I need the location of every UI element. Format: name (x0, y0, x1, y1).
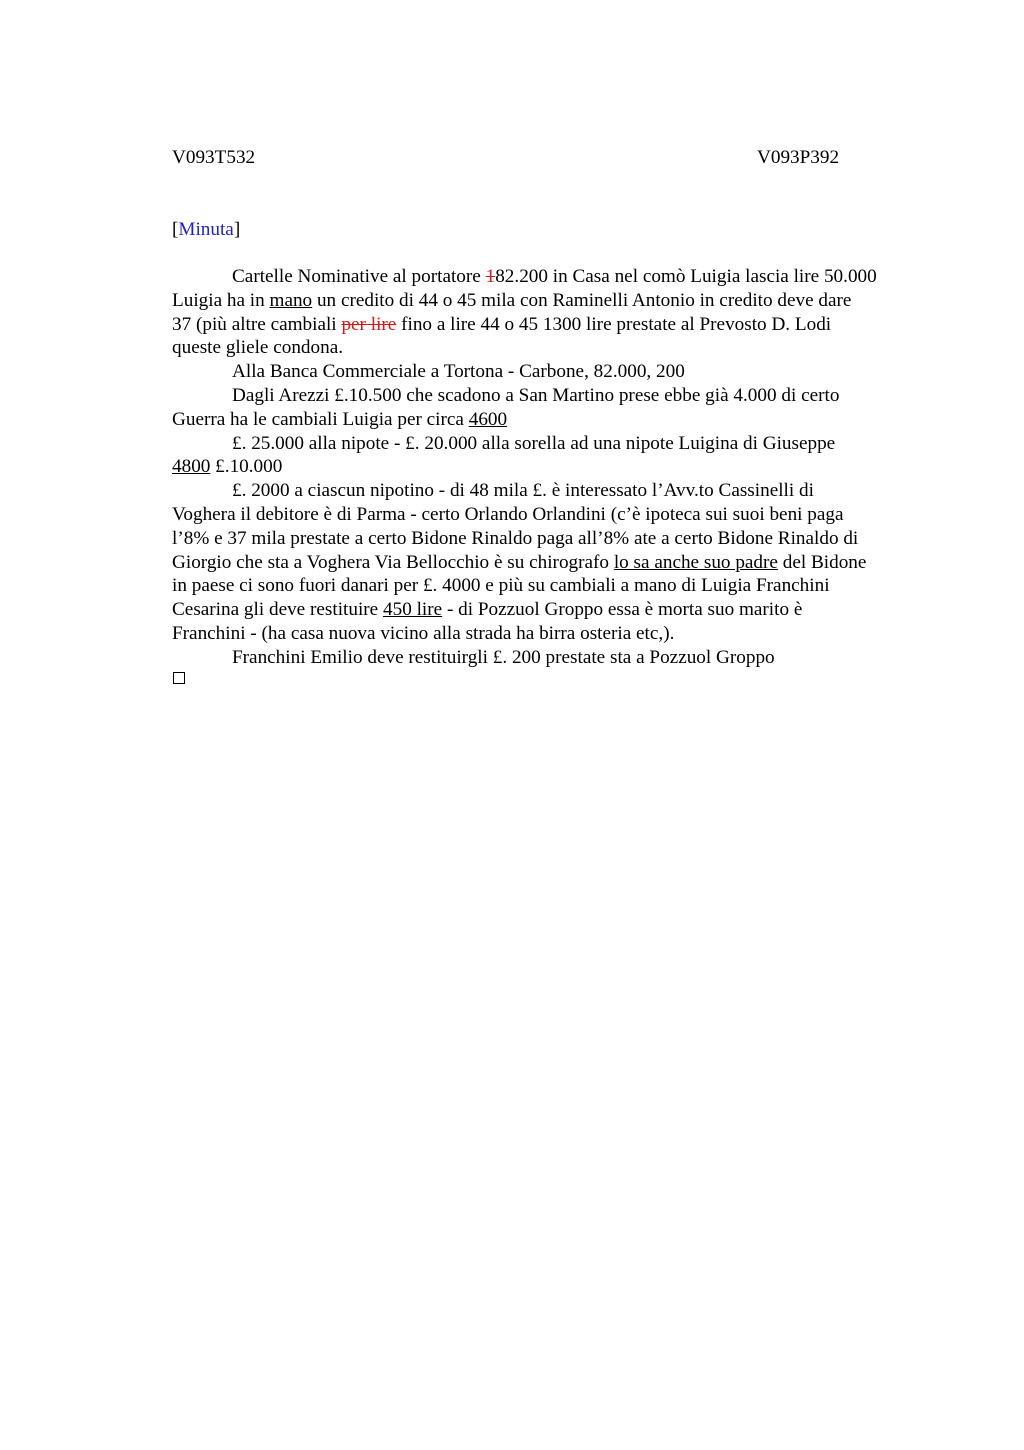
text-line (172, 360, 932, 384)
text-run: Luigia ha in (172, 289, 270, 311)
underlined-text: 450 lire (383, 599, 443, 621)
text-line (172, 289, 932, 313)
text-line (172, 432, 932, 456)
text-run: Dagli Arezzi £.10.500 che scadono a San Martino prese ebbe già 4.000 di certo (232, 384, 840, 406)
text-line (172, 646, 932, 670)
text-run: £. 25.000 alla nipote - £. 20.000 alla sorella ad una nipote Luigina di Giuseppe (232, 432, 836, 454)
underlined-text: mano (269, 289, 313, 311)
text-line (172, 479, 932, 503)
text-run: £.10.000 (210, 456, 283, 478)
text-run: 37 (più altre cambiali (172, 313, 342, 335)
label-word: Minuta (178, 219, 234, 240)
underlined-text: lo sa anche suo padre (613, 551, 778, 573)
text-line (172, 598, 932, 622)
text-line: Voghera il debitore è di Parma - certo Orlando Orlandini (c’è ipoteca sui suoi beni paga (172, 503, 844, 525)
text-run: Cartelle Nominative al portatore (232, 266, 486, 287)
checkbox-square-icon (173, 672, 185, 684)
text-run: Cesarina gli deve restituire (172, 599, 383, 621)
label-close-bracket: ] (233, 219, 241, 240)
paragraph-1 (172, 265, 932, 360)
underlined-text: 4600 (468, 408, 508, 430)
struck-text: per lire (341, 313, 397, 335)
text-line (172, 551, 932, 575)
text-run: Giorgio che sta a Voghera Via Bellocchio è su chirografo (172, 551, 614, 573)
underlined-text: 4800 (172, 456, 211, 478)
text-line: queste gliele condona. (172, 337, 344, 359)
label-open-bracket: [ (172, 219, 179, 240)
text-run: fino a lire 44 o 45 1300 lire prestate al Prevosto D. Lodi (396, 313, 832, 335)
text-run: 82.200 in Casa nel comò Luigia lascia lire 50.000 (495, 266, 877, 287)
text-run: Guerra ha le cambiali Luigia per circa (172, 408, 469, 430)
document-code-right: V093P392 (757, 147, 840, 168)
paragraph-6 (172, 646, 932, 670)
text-line: Franchini - (ha casa nuova vicino alla strada ha birra osteria etc,). (172, 622, 675, 644)
text-run: Franchini Emilio deve restituirgli £. 200 prestate sta a Pozzuol Groppo (232, 646, 775, 668)
text-run: £. 2000 a ciascun nipotino - di 48 mila £. è interessato l’Avv.to Cassinelli di (232, 480, 814, 502)
text-run: - di Pozzuol Groppo essa è morta suo marito è (442, 599, 803, 621)
document-body (172, 265, 932, 670)
struck-text: 1 (485, 266, 496, 287)
document-code-left: V093T532 (172, 147, 256, 168)
document-label (172, 218, 240, 242)
text-line (172, 455, 932, 479)
paragraph-3 (172, 384, 932, 432)
paragraph-4 (172, 432, 932, 480)
paragraph-5 (172, 479, 932, 646)
text-line (172, 384, 932, 408)
text-line (172, 408, 932, 432)
paragraph-2 (172, 360, 932, 384)
text-line (172, 265, 932, 289)
text-line: l’8% e 37 mila prestate a certo Bidone Rinaldo paga all’8% ate a certo Bidone Rinaldo di (172, 527, 859, 549)
text-line (172, 313, 932, 337)
text-line: in paese ci sono fuori danari per £. 4000 e più su cambiali a mano di Luigia Franchini (172, 575, 830, 597)
text-run: del Bidone (777, 551, 867, 573)
text-run: un credito di 44 o 45 mila con Raminelli Antonio in credito deve dare (312, 289, 852, 311)
text-run: Alla Banca Commerciale a Tortona - Carbone, 82.000, 200 (232, 361, 685, 383)
